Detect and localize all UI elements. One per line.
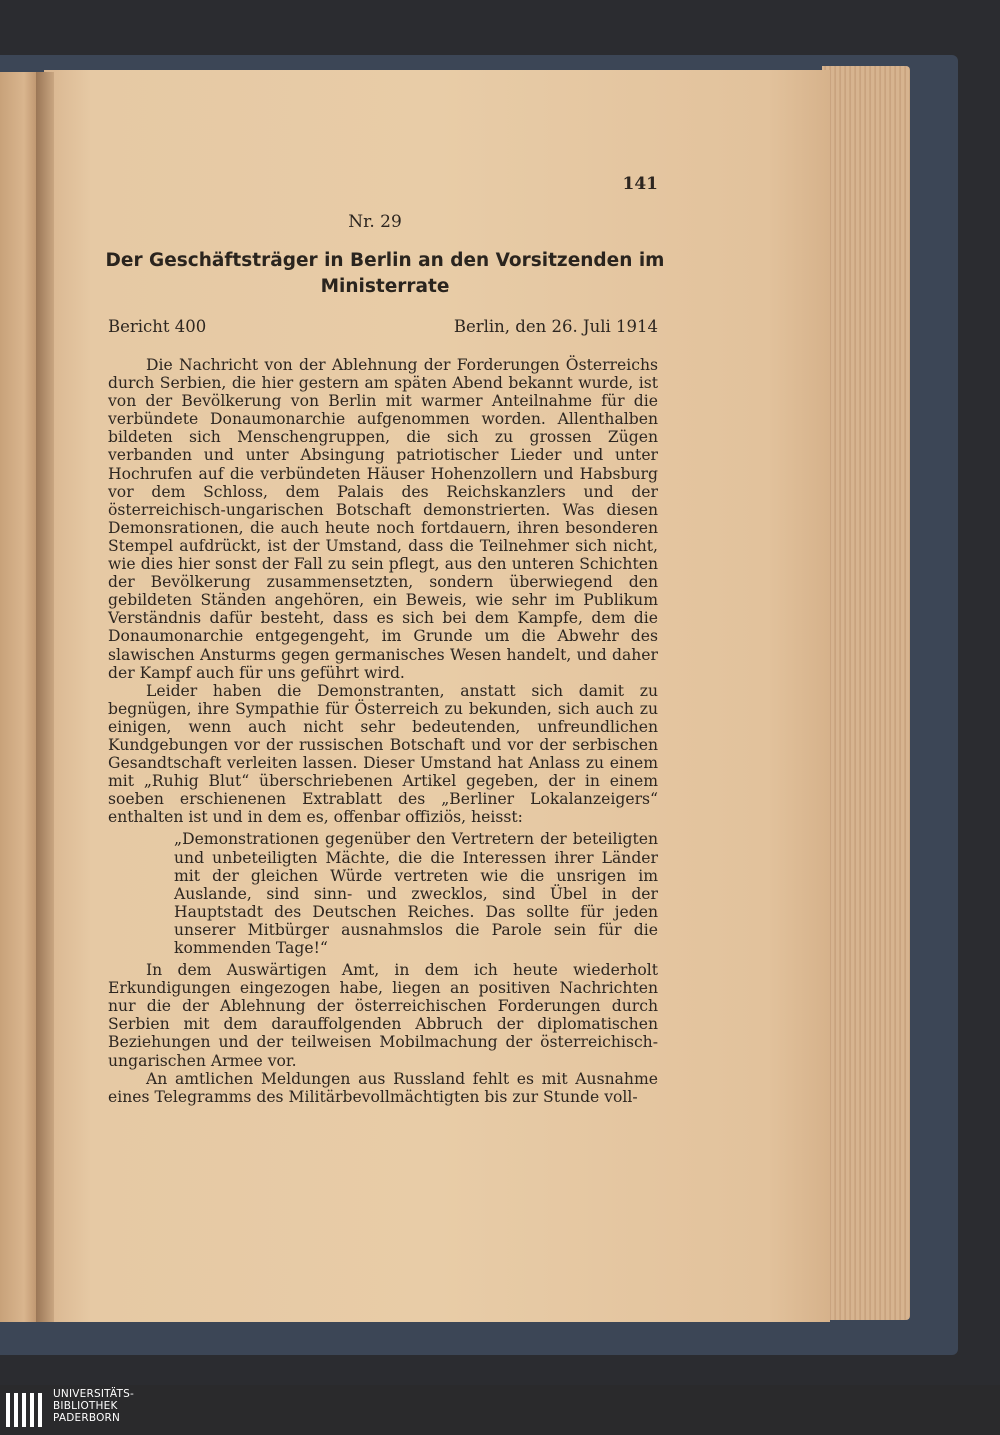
library-name-line-3: PADERBORN xyxy=(53,1412,121,1424)
library-name-line-2: BIBLIOTHEK xyxy=(53,1400,118,1412)
title-line-1: Der Geschäftsträger in Berlin an den Vorsitzenden im xyxy=(105,250,665,271)
paragraph-2: Leider haben die Demonstranten, anstatt sich damit zu begnügen, ihre Sympathie für Österreich zu bekunden, sich auch zu einigen, wenn auch nicht sehr bedeutenden, unfreundlichen Kundgebungen vor der russischen Botschaft und vor der serbischen Gesandtschaft verleiten lassen. Dieser Umstand hat Anlass zu einem mit „Ruhig Blut“ überschriebenen Artikel gegeben, der in einem soeben erschienenen Extrablatt des „Berliner Lokalanzeigers“ enthalten ist und in dem es, offenbar offiziös, heisst: xyxy=(108,681,658,827)
document-title xyxy=(90,248,680,300)
document-number: Nr. 29 xyxy=(348,212,402,232)
paragraph-3: In dem Auswärtigen Amt, in dem ich heute wiederholt Erkundigungen eingezogen habe, liegen an positiven Nachrichten nur die der Ablehnung der österreichischen Forderungen durch Serbien mit dem darauffolgenden Abbruch der diplomatischen Beziehungen und der teilweisen Mobilmachung der österreichisch-ungarischen Armee vor. xyxy=(108,961,658,1070)
left-page-edge xyxy=(0,72,40,1322)
paragraph-1: Die Nachricht von der Ablehnung der Forderungen Österreichs durch Serbien, die hier gestern am späten Abend bekannt wurde, ist von der Bevölkerung von Berlin mit warmer Anteilnahme für die verbündete Donaumonarchie aufgenommen worden. Allenthalben bildeten sich Menschengruppen, die sich zu grossen Zügen verbanden und unter Absingung patriotischer Lieder und unter Hochrufen auf die verbündeten Häuser Hohenzollern und Habsburg vor dem Schloss, dem Palais des Reichskanzlers und der österreichisch-ungarischen Botschaft demonstrierten. Was diesen Demonsrationen, die auch heute noch fortdauern, ihren besonderen Stempel aufdrückt, ist der Umstand, dass die Teilnehmer sich nicht, wie dies hier sonst der Fall zu sein pflegt, aus den unteren Schichten der Bevölkerung zusammensetzten, sondern überwiegend den gebildeten Ständen angehören, ein Beweis, wie sehr im Publikum Verständnis dafür besteht, dass es sich bei dem Kampfe, dem die Donaumonarchie entgegengeht, im Grunde um die Abwehr des slawischen Ansturms gegen germanisches Wesen handelt, und daher der Kampf auch für uns geführt wird. xyxy=(108,356,658,682)
quote-block: „Demonstrationen gegenüber den Vertretern der beteiligten und unbeteiligten Mächte, die die Interessen ihrer Länder mit der gleichen Würde vertreten wie die unsrigen im Auslande, sind sinn- und zwecklos, sind Übel in der Hauptstadt des Deutschen Reiches. Das sollte für jeden unserer Mitbürger ausnahmslos die Parole sein für die kommenden Tage!“ xyxy=(174,830,658,957)
library-name xyxy=(53,1388,134,1424)
page-gutter xyxy=(36,72,54,1322)
page-number: 141 xyxy=(622,174,658,194)
page-stack-edge xyxy=(822,66,910,1320)
title-line-2: Ministerrate xyxy=(320,276,450,297)
paragraph-4: An amtlichen Meldungen aus Russland fehlt es mit Ausnahme eines Telegramms des Militärbevollmächtigten bis zur Stunde voll- xyxy=(108,1069,658,1106)
place-date: Berlin, den 26. Juli 1914 xyxy=(453,317,658,336)
body-text xyxy=(108,356,658,1106)
library-name-line-1: UNIVERSITÄTS- xyxy=(53,1388,134,1400)
report-number: Bericht 400 xyxy=(108,317,207,336)
library-footer xyxy=(0,1385,1000,1435)
